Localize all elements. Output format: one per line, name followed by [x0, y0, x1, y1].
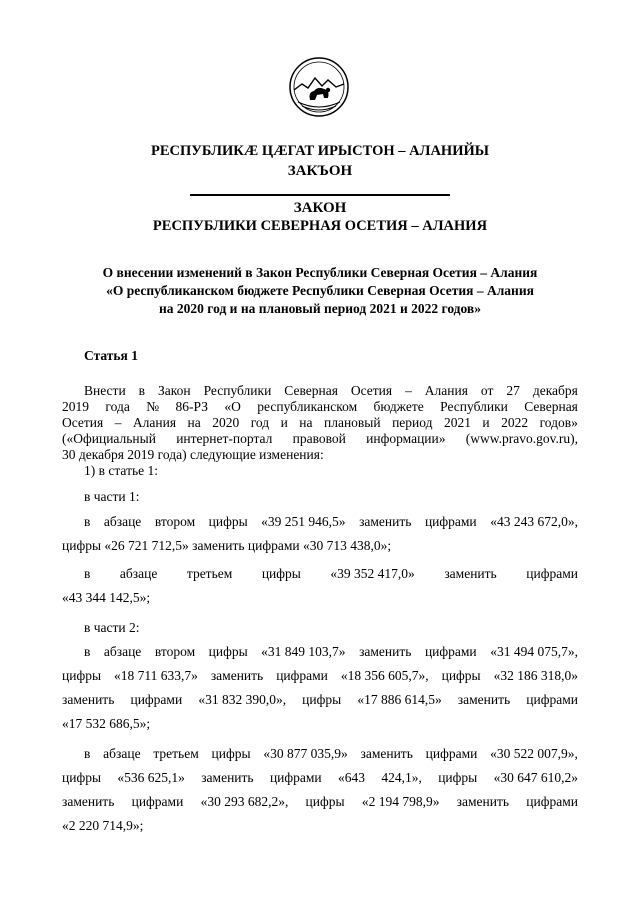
word: «536 625,1»: [117, 770, 185, 785]
text-line: [62, 510, 578, 534]
divider: [190, 194, 450, 196]
word: «30 293 682,2»,: [200, 794, 289, 809]
word: в: [138, 383, 146, 398]
word: цифрами: [276, 668, 328, 683]
word: цифрами: [526, 566, 578, 581]
word: на: [299, 415, 313, 430]
word: –: [114, 415, 122, 430]
word: цифрами: [424, 644, 477, 659]
word: цифрами: [269, 770, 322, 785]
word: «18 356 605,7»,: [340, 668, 429, 683]
word: цифры: [305, 794, 345, 809]
text-line: [62, 664, 578, 688]
word: 2020: [212, 415, 240, 430]
word: 2019: [62, 399, 89, 414]
word: года: [105, 399, 130, 414]
word: цифры: [302, 692, 342, 707]
word: 86-РЗ: [175, 399, 208, 414]
word: Северная: [524, 399, 578, 414]
word: цифры: [62, 770, 102, 785]
law-label: ЗАКОН: [293, 200, 347, 216]
word: Северная: [284, 383, 338, 398]
republic-name: РЕСПУБЛИКИ СЕВЕРНАЯ ОСЕТИЯ – АЛАНИЯ: [152, 218, 488, 234]
word: интернет-портал: [176, 431, 273, 446]
word: 27: [506, 383, 520, 398]
word: цифры: [441, 668, 481, 683]
word: заменить: [62, 794, 115, 809]
text-line: «17 532 686,5»;: [62, 716, 151, 731]
word: цифры: [208, 514, 248, 529]
word: 2021: [443, 415, 471, 430]
word: «31 849 103,7»: [261, 644, 346, 659]
part-1-paragraph-a: [62, 510, 578, 558]
text-line: [62, 688, 578, 712]
word: заменить: [359, 514, 412, 529]
text-line: [62, 383, 578, 399]
word: Осетия: [62, 415, 104, 430]
word: «30 647 610,2»: [493, 770, 578, 785]
word: правовой: [292, 431, 346, 446]
word: республиканском: [257, 399, 358, 414]
word: цифры: [261, 566, 301, 581]
text-line: [62, 415, 578, 431]
text-line: «43 344 142,5»;: [62, 590, 151, 605]
word: заменить: [201, 770, 254, 785]
word: третьем: [186, 566, 233, 581]
word: абзаце: [103, 746, 141, 761]
text-line: в части 1:: [84, 489, 140, 504]
word: в: [84, 746, 91, 761]
word: в: [84, 644, 91, 659]
word: в: [84, 566, 91, 581]
word: абзаце: [103, 514, 142, 529]
word: бюджете: [373, 399, 424, 414]
word: информации»: [366, 431, 446, 446]
word: и: [482, 415, 490, 430]
word: Внести: [84, 383, 126, 398]
intro-paragraph: [62, 383, 578, 479]
word: «О: [224, 399, 241, 414]
law-title: [60, 264, 580, 318]
word: №: [146, 399, 160, 414]
word: цифры: [62, 668, 102, 683]
word: Закон: [158, 383, 191, 398]
word: (www.pravo.gov.ru),: [465, 431, 578, 446]
text-line: [62, 431, 578, 447]
text-line: 30 декабря 2019 года) следующие изменения:: [62, 447, 324, 462]
word: 2022: [501, 415, 529, 430]
republic-name-ossetian: РЕСПУБЛИКӔ ЦӔГАТ ИРЫСТОН – АЛАНИЙЫ: [151, 143, 489, 159]
text-line: [62, 742, 578, 766]
word: заменить: [457, 692, 511, 707]
text-line: в части 2:: [84, 620, 140, 635]
word: Алания: [132, 415, 177, 430]
law-title-line: О внесении изменений в Закон Республики Северная Осетия – Алания: [102, 265, 538, 280]
word: декабря: [532, 383, 578, 398]
word: заменить: [62, 692, 115, 707]
word: заменить: [444, 566, 497, 581]
text-line: цифры «26 721 712,5» заменить цифрами «30 713 438,0»;: [62, 538, 392, 553]
word: заменить: [456, 794, 510, 809]
word: («Официальный: [62, 431, 156, 446]
text-line: 1) в статье 1:: [84, 463, 158, 478]
word: цифрами: [130, 692, 183, 707]
text-line: [62, 766, 578, 790]
word: цифры: [208, 644, 248, 659]
word: –: [405, 383, 412, 398]
word: заменить: [210, 668, 264, 683]
word: заменить: [359, 644, 412, 659]
word: «32 186 318,0»: [493, 668, 578, 683]
law-title-line: «О республиканском бюджете Республики Северная Осетия – Алания: [106, 283, 534, 298]
word: цифрами: [526, 692, 578, 707]
word: Осетия: [350, 383, 393, 398]
text-line: [62, 640, 578, 664]
word: абзаце: [103, 644, 142, 659]
part-1-heading: [62, 489, 578, 505]
word: «30 522 007,9»,: [490, 746, 578, 761]
word: третьем: [153, 746, 199, 761]
word: цифрами: [424, 514, 477, 529]
part-2-paragraph-b: [62, 742, 578, 838]
word: в: [84, 514, 91, 529]
law-label-ossetian: ЗАКЪОН: [287, 163, 353, 179]
word: цифрами: [131, 794, 184, 809]
word: цифрами: [425, 746, 478, 761]
word: «643: [338, 770, 365, 785]
word: «31 494 075,7»,: [490, 644, 578, 659]
word: Республики: [203, 383, 272, 398]
word: «2 194 798,9»: [361, 794, 440, 809]
word: цифрами: [526, 794, 578, 809]
word: втором: [154, 514, 196, 529]
word: заменить: [360, 746, 413, 761]
coat-of-arms-emblem: [288, 56, 350, 118]
word: годов»: [539, 415, 578, 430]
word: «31 832 390,0»,: [198, 692, 287, 707]
word: 424,1»,: [381, 770, 422, 785]
word: «30 877 035,9»: [263, 746, 348, 761]
part-1-paragraph-b: [62, 562, 578, 610]
word: «39 251 946,5»: [261, 514, 346, 529]
part-2-paragraph-a: [62, 640, 578, 736]
article-heading: Статья 1: [84, 348, 138, 363]
part-2-heading: [62, 620, 578, 636]
text-line: [62, 790, 578, 814]
word: «18 711 633,7»: [114, 668, 198, 683]
word: цифры: [211, 746, 251, 761]
word: «17 886 614,5»: [357, 692, 442, 707]
word: год: [250, 415, 270, 430]
text-line: «2 220 714,9»;: [62, 818, 144, 833]
word: втором: [154, 644, 196, 659]
word: Алания: [424, 383, 468, 398]
text-line: [62, 562, 578, 586]
word: «43 243 672,0»,: [490, 514, 578, 529]
text-line: [62, 399, 578, 415]
law-title-line: на 2020 год и на плановый период 2021 и 2022 годов»: [159, 301, 481, 316]
word: Республики: [440, 399, 508, 414]
word: и: [280, 415, 288, 430]
word: на: [187, 415, 201, 430]
word: абзаце: [119, 566, 158, 581]
word: «39 352 417,0»: [330, 566, 415, 581]
word: цифры: [438, 770, 478, 785]
word: плановый: [323, 415, 381, 430]
word: период: [392, 415, 433, 430]
word: от: [480, 383, 494, 398]
